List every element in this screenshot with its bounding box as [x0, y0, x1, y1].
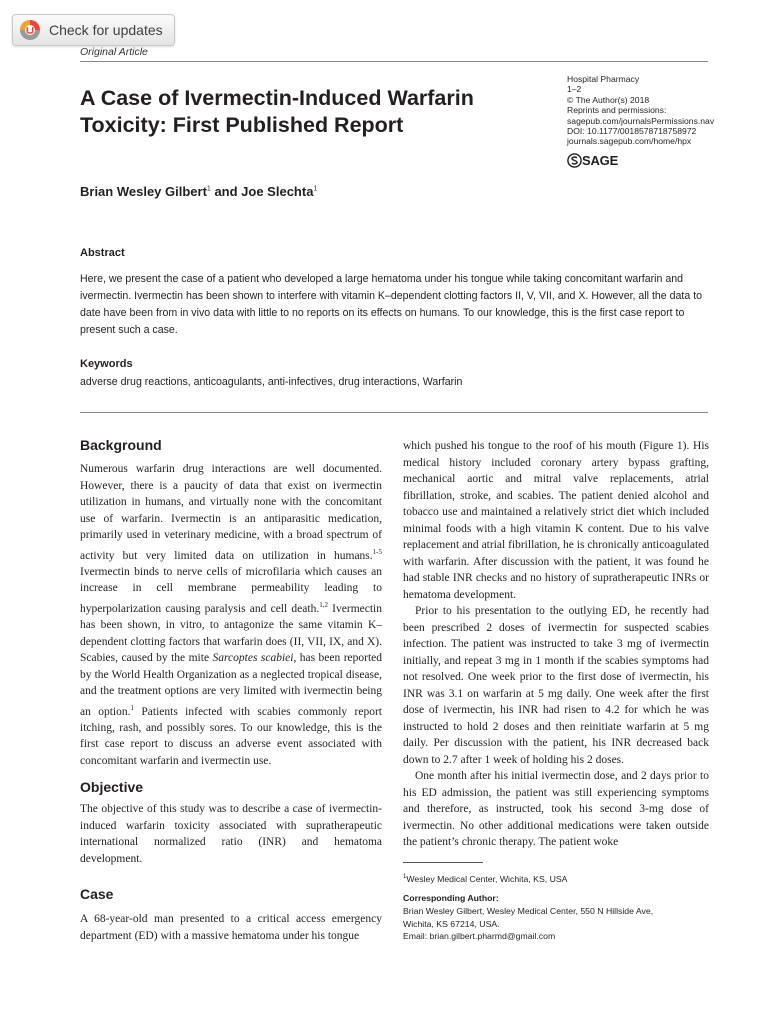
background-paragraph [80, 461, 382, 769]
text-run: Ivermectin has been shown, in vitro, to antagonize the same vitamin K–dependent clotting factors that warfarin does (II, VII, IX, and X). Scabies, caused by the mite [80, 602, 382, 665]
check-updates-label: Check for updates [49, 22, 163, 38]
abstract-text: Here, we present the case of a patient who developed a large hematoma under his tongue while taking concomitant warfarin and ivermectin. Ivermectin has been shown to interfere with vitamin K–dependent clotting factors II, V, VII, and X. However, all the data to date have been from in vivo data with little to no reports on its effects on humans. To our knowledge, this is the first case report to present such a case. [80, 273, 703, 336]
corresponding-author-label: Corresponding Author: [403, 893, 499, 904]
citation: 1-5 [372, 547, 382, 556]
background-heading: Background [80, 437, 162, 453]
check-updates-icon [19, 19, 41, 41]
keywords-heading: Keywords [80, 358, 133, 370]
text-run: , has been reported by the World Health Organization as a neglected tropical disease, and the treatment options are very limited with ivermectin being an option. [80, 652, 383, 718]
article-type: Original Article [80, 46, 148, 58]
corresponding-author-city: Wichita, KS 67214, USA. [403, 918, 500, 929]
text-run: Patients infected with scabies commonly report itching, rash, and possibly sores. To our knowledge, this is the first case report to discuss an adverse event associated with concomitant warfarin and ivermectin use. [80, 705, 382, 767]
copyright: © The Author(s) 2018 [567, 94, 650, 105]
case-paragraph: A 68-year-old man presented to a critical access emergency department (ED) with a massive hematoma under his tongue [80, 913, 382, 942]
publisher-logo [567, 152, 618, 168]
sage-logo-icon [567, 153, 582, 168]
author-name: Brian Wesley Gilbert [80, 184, 207, 199]
affiliation-marker: 1 [403, 874, 407, 880]
abstract-heading: Abstract [80, 247, 125, 259]
corresponding-author-address: Brian Wesley Gilbert, Wesley Medical Center, 550 N Hillside Ave, [403, 906, 654, 917]
author-connector: and [210, 184, 242, 199]
corresponding-author-email[interactable]: Email: brian.gilbert.pharmd@gmail.com [403, 931, 556, 942]
article-title: A Case of Ivermectin-Induced Warfarin Toxicity: First Published Report [80, 86, 474, 137]
doi[interactable]: DOI: 10.1177/0018578718758972 [567, 126, 697, 137]
author-list [80, 184, 317, 199]
citation: 1,2 [319, 600, 328, 609]
case-paragraph: One month after his initial ivermectin dose, and 2 days prior to his ED admission, the patient was still experiencing symptoms and therefore, as instructed, took his second 3-mg dose of ivermectin. No other additional medications were taken outside the patient’s chronic therapy. The patient woke [403, 770, 709, 848]
background-body [80, 461, 382, 769]
affiliation-marker: 1 [206, 185, 211, 193]
affiliation [403, 871, 713, 885]
footnotes [403, 871, 713, 943]
case-paragraph: Prior to his presentation to the outlying ED, he recently had been prescribed 2 doses of ivermectin for suspected scabies infection. The patient was instructed to take 3 mg of ivermectin initially, and repeat 3 mg in 1 month if the scabies symptoms had not resolved. One week prior to the first dose of ivermectin, his INR was 3.1 on warfarin at 5 mg daily. One week after the first dose of ivermectin, his INR had risen to 4.2 for which he was instructed to hold 2 doses and then reinitiate warfarin at 5 mg daily. Per discussion with the patient, his INR decreased back down to 2.7 after 1 week of holding his 2 doses. [403, 605, 709, 766]
objective-body [80, 801, 382, 867]
keywords-text: adverse drug reactions, anticoagulants, anti-infectives, drug interactions, Warfarin [80, 376, 463, 388]
species-name: Sarcoptes scabiei [212, 652, 294, 665]
text-run: Numerous warfarin drug interactions are well documented. However, there is a paucity of data that exist on ivermectin utilization in humans, and virtually none with the concomitant use of warfarin. Ivermectin is an antiparasitic medication, primarily used in veterinary medicine, with a broad spectrum of activity but very limited data on utilization in humans. [80, 463, 382, 562]
text-run: Ivermectin binds to nerve cells of microfilaria which causes an increase in cell membrane permeability leading to hyperpolarization causing paralysis and cell death. [80, 565, 382, 615]
affiliation-text: Wesley Medical Center, Wichita, KS, USA [406, 873, 568, 884]
journal-link[interactable]: journals.sagepub.com/home/hpx [567, 136, 692, 147]
citation: 1 [130, 703, 134, 712]
journal-name: Hospital Pharmacy [567, 74, 640, 84]
page-range: 1–2 [567, 84, 582, 95]
footnote-rule [403, 862, 483, 863]
author-name: Joe Slechta [241, 184, 314, 199]
objective-paragraph: The objective of this study was to describe a case of ivermectin-induced warfarin toxicity associated with supratherapeutic international normalized ratio (INR) and hematoma development. [80, 803, 382, 865]
case-body-left [80, 911, 382, 944]
objective-heading: Objective [80, 779, 144, 795]
journal-meta [567, 74, 737, 147]
case-heading: Case [80, 886, 114, 902]
reprints-link[interactable]: sagepub.com/journalsPermissions.nav [567, 115, 715, 126]
check-for-updates-button[interactable] [12, 14, 175, 46]
publisher-wordmark: SAGE [582, 152, 619, 168]
case-paragraph-continued: which pushed his tongue to the roof of his mouth (Figure 1). His medical history included coronary artery bypass grafting, mechanical aortic and mitral valve replacements, atrial fibrillation, stroke, and scabies. The patient denied alcohol and tobacco use and maintained a relatively strict diet which included minimal foods with a high vitamin K content. Due to his valve replacement and atrial fibrillation, he is chronically anticoagulated with warfarin. After discussion with the patient, it was found he had stable INR checks and no history of supratherapeutic INRs or hematoma development. [403, 440, 709, 601]
reprints-label: Reprints and permissions: [567, 105, 667, 116]
affiliation-marker: 1 [313, 185, 318, 193]
section-rule [80, 412, 708, 413]
case-body-right [403, 438, 709, 851]
header-rule [80, 61, 708, 62]
